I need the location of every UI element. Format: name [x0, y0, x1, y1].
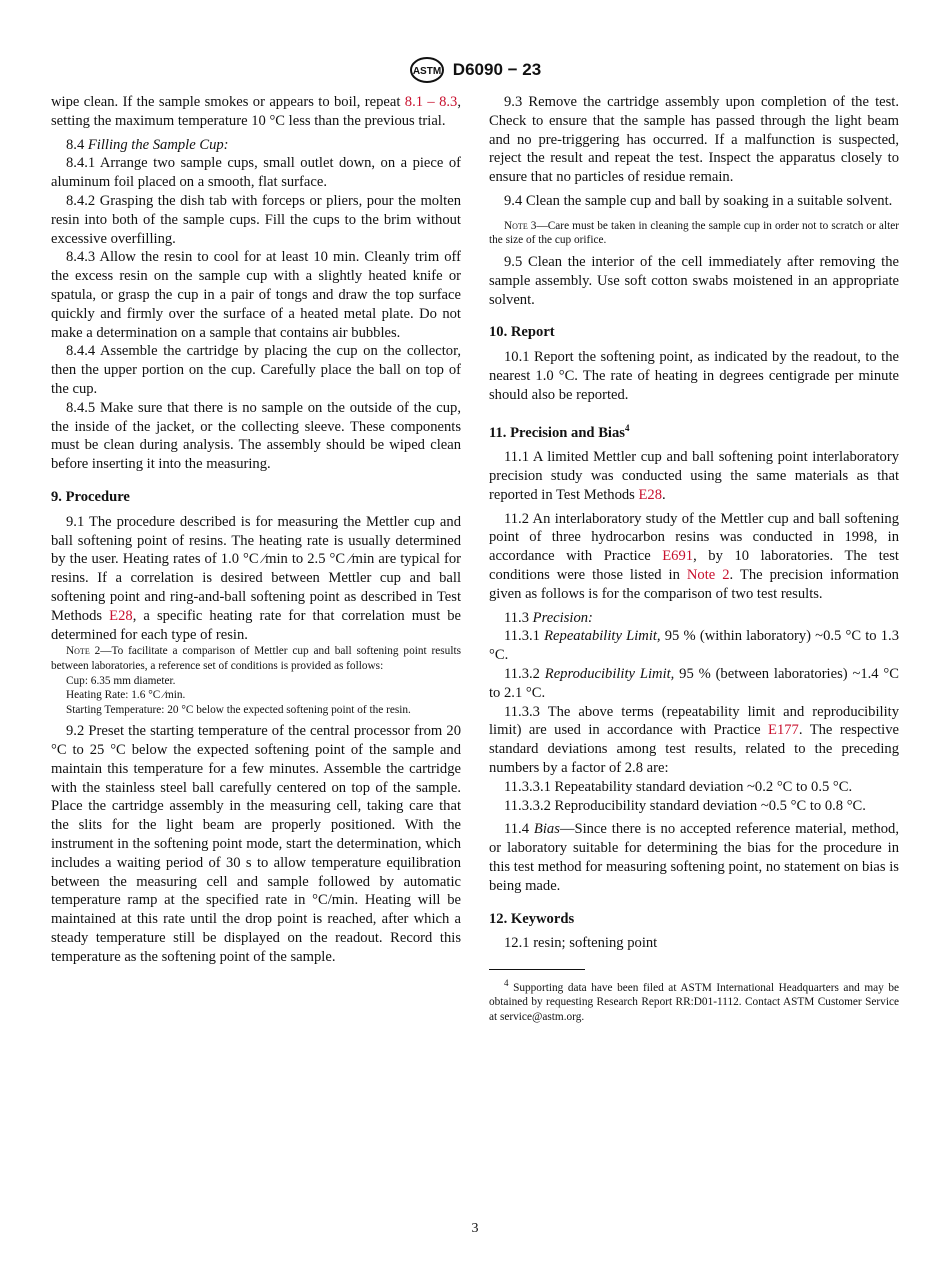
note-2-cup: Cup: 6.35 mm diameter.: [66, 674, 176, 687]
heading-keywords: 12. Keywords: [489, 910, 575, 927]
section-11-3-1: 11.3.1 Repeatability Limit, 95 % (within laboratory) ~0.5 °C to 1.3 °C.: [489, 628, 899, 664]
section-8-4-3: 8.4.3 Allow the resin to cool for at least 10 min. Cleanly trim off the excess resin on the sample cup with a slightly heated knife or spatula, or grasp the cup in a pair of tongs and draw the top surface quickly and firmly over the surface of a heated metal plate. Do not make a determination on a sample that contains air bubbles.: [51, 249, 461, 341]
section-11-3-3: 11.3.3 The above terms (repeatability limit and reproducibility limit) are used in accordance with Practice E177. The respective standard deviations among test results, related to the preceding numbers by a factor of 2.8 are:: [489, 703, 899, 776]
section-9-3: 9.3 Remove the cartridge assembly upon completion of the test. Check to ensure that the sample has passed through the light beam and no pre-triggering has occurred. If a malfunction is suspected, reject the result and repeat the test. Inspect the apparatus closely to ensure that no particles of residue remain.: [489, 94, 899, 186]
footnote-4: $^4$ Supporting data have been filed at ASTM International Headquarters and may be obtained by requesting Research Report RR:D01-1112. Contact ASTM Customer Service at service@astm.org.: [489, 978, 899, 1024]
section-8-4-5: 8.4.5 Make sure that there is no sample on the outside of the cup, the inside of the jacket, or the collecting sleeve. These components must be clean during analysis. The assembly should be wiped clean before inserting it into the measuring.: [51, 399, 461, 473]
section-9-2: 9.2 Preset the starting temperature of the central processor from 20 °C to 25 °C below the expected softening point of the sample and maintain this temperature for a few minutes. Assemble the cartridge with the stainless steel ball carefully centered on top of the sample. Place the cartridge assembly in the measuring cell, taking care that the slits for the light beam are properly positioned. With the instrument in the softening point mode, start the determination, which includes a waiting period of 30 s to allow temperature equilibration between the measuring cell and sample followed by automatic temperature ramp at the specified rate in °C/min. Heating will be maintained at this rate until the drop point is reached, after which a steady temperature still be displayed on the readout. Record this temperature as the softening point of the sample.: [51, 723, 461, 965]
note-2-temp: Starting Temperature: 20 °C below the expected softening point of the resin.: [66, 703, 411, 716]
page-number: 3: [471, 1221, 479, 1236]
section-8-4-1: 8.4.1 Arrange two sample cups, small outlet down, on a piece of aluminum foil placed on a smooth, flat surface.: [51, 155, 461, 191]
note-3: Note 3—Care must be taken in cleaning the sample cup in order not to scratch or alter the size of the cup orifice.: [489, 219, 899, 247]
link-note-2[interactable]: Note 2: [686, 566, 730, 583]
heading-procedure: 9. Procedure: [51, 488, 130, 505]
link-e177[interactable]: E177: [768, 722, 799, 739]
footnote-divider: [489, 969, 585, 970]
section-11-4: 11.4 Bias—Since there is no accepted reference material, method, or laboratory suitable for determining the bias for the procedure in this test method for measuring softening point, no statement on bias is being made.: [489, 821, 899, 894]
link-e28[interactable]: E28: [109, 607, 133, 624]
section-11-3: 11.3 Precision:: [504, 609, 593, 626]
heading-report: 10. Report: [489, 324, 555, 341]
heading-precision-bias: 11. Precision and Bias$^4$: [489, 422, 630, 441]
link-e691[interactable]: E691: [662, 548, 694, 565]
left-column: [51, 93, 461, 967]
section-9-4: 9.4 Clean the sample cup and ball by soaking in a suitable solvent.: [504, 192, 893, 209]
section-8-4-4: 8.4.4 Assemble the cartridge by placing the cup on the collector, then the upper portion on the cup. Carefully place the ball on top of the cup.: [51, 343, 461, 397]
astm-logo-icon: [409, 57, 445, 83]
section-8-4: 8.4 Filling the Sample Cup:: [66, 136, 229, 153]
svg-text:ASTM: ASTM: [412, 66, 441, 77]
section-11-1: 11.1 A limited Mettler cup and ball softening point interlaboratory precision study was conducted using the same materials as that reported in Test Methods E28.: [489, 449, 899, 503]
note-2: Note 2—To facilitate a comparison of Mettler cup and ball softening point results between laboratories, a reference set of conditions is provided as follows:: [51, 645, 461, 672]
note-2-rate: Heating Rate: 1.6 °C ⁄min.: [66, 689, 186, 702]
section-10-1: 10.1 Report the softening point, as indicated by the readout, to the nearest 1.0 °C. The rate of heating in degrees centigrade per minute should also be reported.: [489, 349, 899, 403]
link-8-1[interactable]: 8.1: [404, 94, 424, 110]
link-e28[interactable]: E28: [638, 486, 663, 503]
section-11-2: 11.2 An interlaboratory study of the Mettler cup and ball softening point of three hydrocarbon resins was conducted in 1998, in accordance with Practice E691, by 10 laboratories. The test conditions were those listed in Note 2. The precision information given as follows is for the comparison of two test results.: [489, 510, 899, 602]
section-11-3-2: 11.3.2 Reproducibility Limit, 95 % (between laboratories) ~1.4 °C to 2.1 °C.: [489, 665, 900, 701]
section-12-1: 12.1 resin; softening point: [504, 935, 658, 952]
right-column: [489, 93, 899, 1025]
document-number: D6090 − 23: [452, 60, 542, 79]
link-8-3[interactable]: 8.3: [439, 94, 458, 110]
paragraph-continued: wipe clean. If the sample smokes or appears to boil, repeat 8.1 – 8.3, setting the maximum temperature 10 °C less than the previous trial.: [51, 94, 462, 129]
section-8-4-2: 8.4.2 Grasping the dish tab with forceps or pliers, pour the molten resin into both of the sample cups. Fill the cups to the brim without excessive overfilling.: [51, 192, 461, 247]
page-header: [0, 57, 950, 83]
section-11-3-3-1: 11.3.3.1 Repeatability standard deviation ~0.2 °C to 0.5 °C.: [504, 778, 853, 795]
section-11-3-3-2: 11.3.3.2 Reproducibility standard deviation ~0.5 °C to 0.8 °C.: [504, 797, 866, 814]
section-9-1: 9.1 The procedure described is for measuring the Mettler cup and ball softening point of resins. The heating rate is usually determined by the user. Heating rates of 1.0 °C ⁄min to 2.5 °C ⁄min are typical for resins. If a correlation is desired between Mettler cup and ball softening point and ring-and-ball softening point as described in Test Methods E28, a specific heating rate for that correlation must be determined for each type of resin.: [51, 513, 461, 643]
section-9-5: 9.5 Clean the interior of the cell immediately after removing the sample assembly. Use soft cotton swabs moistened in an appropriate solvent.: [489, 253, 899, 308]
